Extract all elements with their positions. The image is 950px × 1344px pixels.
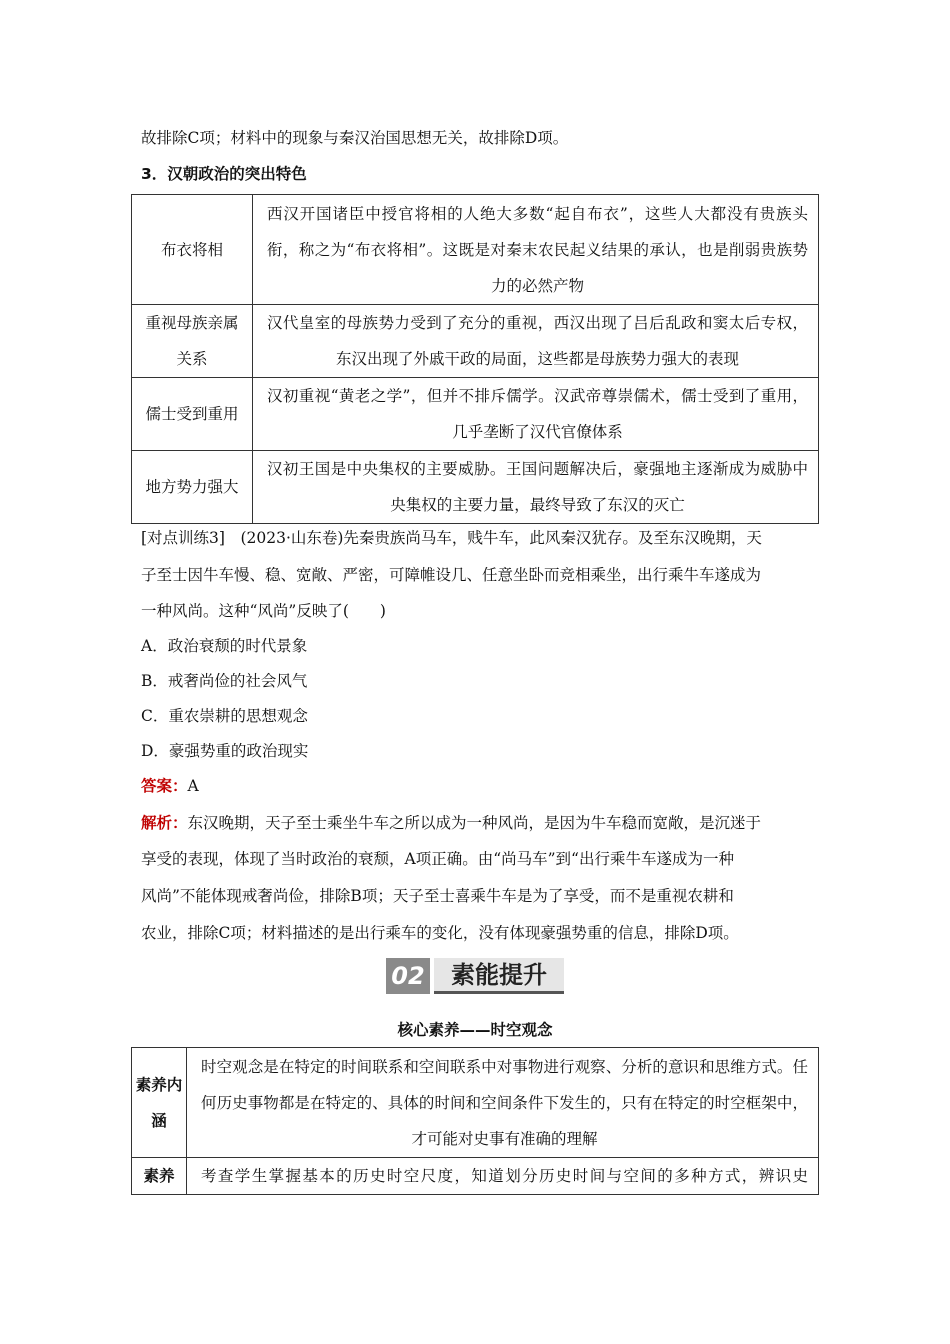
- section-banner: [386, 958, 566, 994]
- row-value: 汉代皇室的母族势力受到了充分的重视，西汉出现了吕后乱政和窦太后专权，东汉出现了外戚干政的局面，这些都是母族势力强大的表现: [253, 305, 819, 378]
- analysis-line: 风尚”不能体现戒奢尚俭，排除B项；天子至士喜乘牛车是为了享受，而不是重视农耕和: [141, 887, 734, 905]
- row-key: 布衣将相: [132, 195, 253, 305]
- option-b: B．戒奢尚俭的社会风气: [141, 672, 308, 690]
- option-c: C．重农崇耕的思想观念: [141, 707, 308, 725]
- exercise-line: 子至士因牛车慢、稳、宽敞、严密，可障帷设几、任意坐卧而竞相乘坐，出行乘牛车遂成为: [141, 566, 762, 584]
- row-key: 儒士受到重用: [132, 378, 253, 451]
- analysis-line: 享受的表现，体现了当时政治的衰颓，A项正确。由“尚马车”到“出行乘牛车遂成为一种: [141, 850, 734, 868]
- option-d: D．豪强势重的政治现实: [141, 742, 309, 760]
- row-value: 时空观念是在特定的时间联系和空间联系中对事物进行观察、分析的意识和思维方式。任何历史事物都是在特定的、具体的时间和空间条件下发生的，只有在特定的时空框架中，才可能对史事有准确的理解: [187, 1048, 819, 1158]
- table-row: [132, 305, 819, 378]
- row-value: 汉初重视“黄老之学”，但并不排斥儒学。汉武帝尊崇儒术，儒士受到了重用，几乎垄断了汉代官僚体系: [253, 378, 819, 451]
- answer-line: [141, 776, 819, 796]
- banner-number: 02: [386, 958, 430, 994]
- row-value: 西汉开国诸臣中授官将相的人绝大多数“起自布衣”，这些人大都没有贵族头衔，称之为“布衣将相”。这既是对秦末农民起义结果的承认，也是削弱贵族势力的必然产物: [253, 195, 819, 305]
- intro-line: 故排除C项；材料中的现象与秦汉治国思想无关，故排除D项。: [141, 129, 569, 147]
- exercise-line: [对点训练3] (2023·山东卷)先秦贵族尚马车，贱牛车，此风秦汉犹存。及至东汉晚期，天: [141, 529, 762, 547]
- features-table: [131, 194, 819, 524]
- row-key: 素养内涵: [132, 1048, 187, 1158]
- core-title: 核心素养——时空观念: [397, 1021, 553, 1039]
- exercise-line: 一种风尚。这种“风尚”反映了( ): [141, 602, 386, 620]
- answer-value: A: [187, 777, 199, 795]
- table-row: [132, 1048, 819, 1158]
- row-key: 地方势力强大: [132, 451, 253, 524]
- row-value: 汉初王国是中央集权的主要威胁。王国问题解决后，豪强地主逐渐成为威胁中央集权的主要力量，最终导致了东汉的灭亡: [253, 451, 819, 524]
- row-key: 重视母族亲属关系: [132, 305, 253, 378]
- row-key: 素养: [132, 1158, 187, 1195]
- analysis-line: [141, 813, 819, 833]
- answer-label: 答案：: [141, 777, 188, 795]
- section-heading: 3．汉朝政治的突出特色: [141, 165, 307, 183]
- option-a: A．政治衰颓的时代景象: [141, 637, 308, 655]
- analysis-label: 解析：: [141, 814, 188, 832]
- core-table: [131, 1047, 819, 1195]
- banner-title: 素能提升: [434, 958, 564, 994]
- row-value: 考查学生掌握基本的历史时空尺度，知道划分历史时间与空间的多种方式，辨识史: [187, 1158, 819, 1195]
- table-row: [132, 195, 819, 305]
- table-row: [132, 1158, 819, 1195]
- table-row: [132, 451, 819, 524]
- analysis-text: 东汉晚期，天子至士乘坐牛车之所以成为一种风尚，是因为牛车稳而宽敞，是沉迷于: [187, 814, 762, 832]
- table-row: [132, 378, 819, 451]
- analysis-line: 农业，排除C项；材料描述的是出行乘车的变化，没有体现豪强势重的信息，排除D项。: [141, 924, 739, 942]
